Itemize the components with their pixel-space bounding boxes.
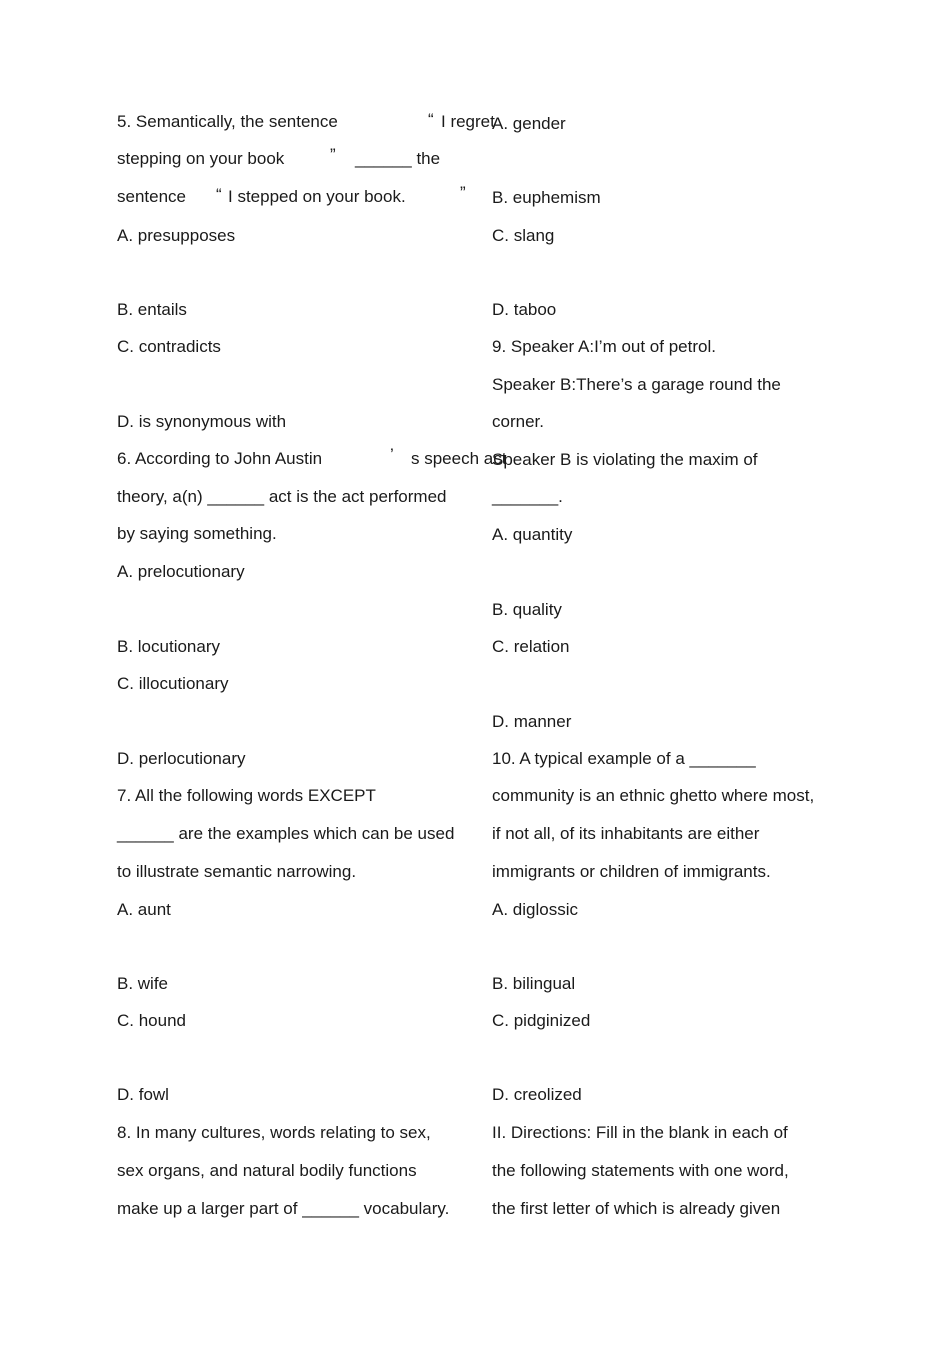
q5-line-2b: ______ the <box>355 149 441 168</box>
q5-open-quote-2: “ <box>216 185 222 204</box>
q10-option-a: A. diglossic <box>492 900 578 919</box>
q5-option-d: D. is synonymous with <box>117 412 287 431</box>
q6-line-1b: s speech act <box>411 449 507 468</box>
q6-option-a: A. prelocutionary <box>117 562 245 581</box>
q9-line-1: 9. Speaker A:I’m out of petrol. <box>492 337 716 356</box>
q9-option-b: B. quality <box>492 600 562 619</box>
q9-line-3: corner. <box>492 412 544 431</box>
q5-line-1a: 5. Semantically, the sentence <box>117 112 338 131</box>
q6-line-1a: 6. According to John Austin <box>117 449 323 468</box>
q9-option-a: A. quantity <box>492 525 573 544</box>
q7-line-2: ______ are the examples which can be used <box>117 824 455 843</box>
section-2-line-2: the following statements with one word, <box>492 1161 789 1180</box>
q5-option-c: C. contradicts <box>117 337 221 356</box>
q8-line-2: sex organs, and natural bodily functions <box>117 1161 417 1180</box>
q8-option-d: D. taboo <box>492 300 557 319</box>
q7-option-a: A. aunt <box>117 900 171 919</box>
q7-option-d: D. fowl <box>117 1085 169 1104</box>
q6-line-2: theory, a(n) ______ act is the act performed <box>117 487 447 506</box>
section-2-line-1: II. Directions: Fill in the blank in each of <box>492 1123 788 1142</box>
q7-line-3: to illustrate semantic narrowing. <box>117 862 357 881</box>
q10-option-c: C. pidginized <box>492 1011 591 1030</box>
q8-option-a: A. gender <box>492 114 566 133</box>
q9-line-5: _______. <box>492 487 563 506</box>
section-2-line-3: the first letter of which is already given <box>492 1199 781 1218</box>
q8-option-b: B. euphemism <box>492 188 601 207</box>
q6-line-3: by saying something. <box>117 524 277 543</box>
q6-option-d: D. perlocutionary <box>117 749 246 768</box>
q6-option-b: B. locutionary <box>117 637 220 656</box>
q9-option-c: C. relation <box>492 637 570 656</box>
q10-option-d: D. creolized <box>492 1085 582 1104</box>
q6-option-c: C. illocutionary <box>117 674 229 693</box>
q6-apostrophe: ’ <box>390 445 394 464</box>
q8-line-3: make up a larger part of ______ vocabulary. <box>117 1199 450 1218</box>
q5-line-1b: I regret <box>441 112 495 131</box>
q5-line-3a: sentence <box>117 187 186 206</box>
q9-line-4: Speaker B is violating the maxim of <box>492 450 758 469</box>
q5-open-quote: “ <box>428 110 434 129</box>
q10-line-2: community is an ethnic ghetto where most, <box>492 786 815 805</box>
q10-line-4: immigrants or children of immigrants. <box>492 862 771 881</box>
q7-line-1: 7. All the following words EXCEPT <box>117 786 376 805</box>
q8-option-c: C. slang <box>492 226 555 245</box>
q10-line-1: 10. A typical example of a _______ <box>492 749 756 768</box>
q9-option-d: D. manner <box>492 712 572 731</box>
q8-line-1: 8. In many cultures, words relating to sex, <box>117 1123 431 1142</box>
q5-close-quote-2: ” <box>460 183 466 202</box>
q5-line-2a: stepping on your book <box>117 149 285 168</box>
q9-line-2: Speaker B:There’s a garage round the <box>492 375 781 394</box>
q7-option-c: C. hound <box>117 1011 186 1030</box>
q5-option-a: A. presupposes <box>117 226 236 245</box>
q10-option-b: B. bilingual <box>492 974 576 993</box>
q5-close-quote: ” <box>330 145 336 164</box>
q7-option-b: B. wife <box>117 974 169 993</box>
q5-line-3b: I stepped on your book. <box>228 187 406 206</box>
q5-option-b: B. entails <box>117 300 187 319</box>
q10-line-3: if not all, of its inhabitants are either <box>492 824 760 843</box>
